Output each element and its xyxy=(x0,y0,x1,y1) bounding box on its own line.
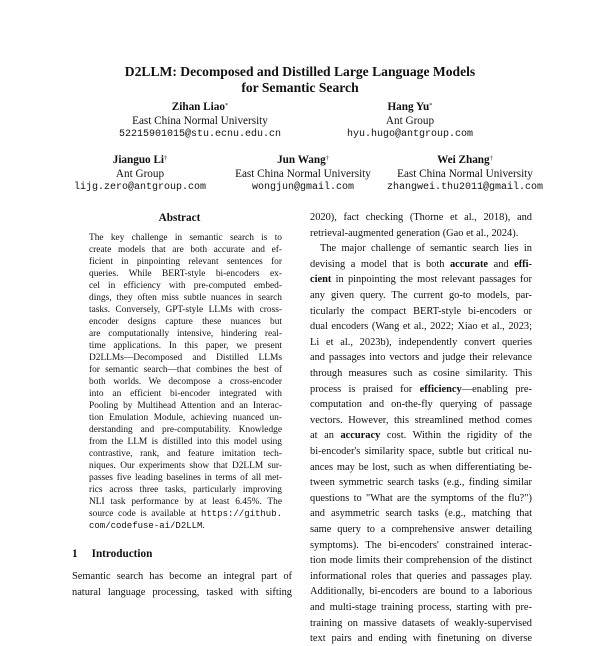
right-column-line: informational roles that queries and passages play. xyxy=(310,570,532,582)
abstract-line: time applications. In this paper, we present xyxy=(89,341,282,351)
right-column-line xyxy=(310,273,532,287)
abstract-line: niques. Our experiments show that D2LLM sur- xyxy=(89,461,282,471)
abstract-line: passes five leading baselines in terms of all met- xyxy=(89,473,282,483)
abstract-line: ficient in pinpointing relevant sentences for xyxy=(89,257,282,267)
author-block xyxy=(218,153,388,195)
line-text: process is praised for xyxy=(310,383,420,395)
right-column-line: and passages into vectors and judge their relevance xyxy=(310,352,532,364)
author-name: Zihan Liao xyxy=(171,101,225,113)
line-text: cost. Within the rigidity of the xyxy=(380,430,532,442)
right-column-line: text pairs and ending with finetuning on diverse xyxy=(310,633,532,645)
abstract-line: from the LLM is distilled into this model using xyxy=(89,437,282,447)
right-column-line: tion mode limits their comprehension of the distinct xyxy=(310,555,532,567)
abstract-line xyxy=(89,508,282,520)
author-affiliation: Ant Group xyxy=(385,115,435,127)
author-mark: * xyxy=(224,102,229,109)
right-column-line: and multi-stage training process, starting with pre- xyxy=(310,602,532,613)
right-column-line: vectors. However, this streamlined method comes xyxy=(310,414,532,426)
author-email: wongjun@gmail.com xyxy=(251,182,355,193)
right-column-line: any given query. The current go-to models, par- xyxy=(310,290,532,301)
author-block xyxy=(370,153,560,195)
abstract-line: The key challenge in semantic search is to xyxy=(89,233,282,243)
author-name: Hang Yu xyxy=(387,101,430,113)
section-heading-introduction xyxy=(72,548,152,560)
abstract-line: into an efficient bi-encoder integrated with xyxy=(89,389,282,399)
author-email: lijg.zero@antgroup.com xyxy=(73,182,207,193)
author-affiliation: East China Normal University xyxy=(235,168,371,180)
abstract-line: derstanding and pre-computability. Knowledge xyxy=(89,425,282,435)
abstract-line: NLI task performance by at least 6.45%. The xyxy=(89,497,282,507)
abstract-line: for semantic search—that combines the best of xyxy=(89,365,282,375)
right-column-line: symptoms). The bi-encoders' constrained interac- xyxy=(310,539,532,551)
abstract-line: rics across three tasks, particularly improving xyxy=(89,485,282,495)
line-text: at an xyxy=(310,430,341,442)
right-column-line: Li et al., 2023b), independently convert queries xyxy=(310,336,532,348)
right-column-line: The major challenge of semantic search lies in xyxy=(320,243,532,255)
author-block xyxy=(100,100,300,142)
right-column-line: computation and on-the-fly querying of passage xyxy=(310,399,532,411)
right-column-line: same query to a comprehensive answer detailing xyxy=(310,524,532,535)
emphasized-term: accuracy xyxy=(340,430,381,442)
abstract-line: encoder designs capture these nuances but xyxy=(89,317,282,327)
source-code-link[interactable]: com/codefuse-ai/D2LLM xyxy=(89,521,203,531)
right-column-line: ances may be lost, such as when differentiating be- xyxy=(310,461,532,473)
author-name: Jun Wang xyxy=(277,154,326,166)
paper-title-line-2: for Semantic Search xyxy=(241,80,359,95)
abstract-text: . xyxy=(202,521,205,531)
paper-title-line-1: D2LLM: Decomposed and Distilled Large Language Models xyxy=(124,64,476,79)
introduction-line: Semantic search has become an integral part of xyxy=(72,571,292,582)
right-column-line: retrieval-augmented generation (Gao et al., 2024). xyxy=(310,227,519,239)
author-block xyxy=(60,153,220,195)
author-email: zhangwei.thu2011@gmail.com xyxy=(386,182,544,193)
line-text: —enabling pre- xyxy=(461,383,532,395)
abstract-line: tasks. Conversely, GPT-style LLMs with cross- xyxy=(89,305,282,315)
emphasized-term: efficiency xyxy=(419,383,462,395)
author-block xyxy=(310,100,510,142)
source-code-link[interactable]: https://github. xyxy=(200,509,282,519)
abstract-line xyxy=(89,520,282,532)
author-name: Jianguo Li xyxy=(112,154,165,166)
author-mark: † xyxy=(489,155,493,162)
right-column-line: training on massive datasets of weakly-supervised xyxy=(310,617,532,629)
emphasized-term: accurate xyxy=(449,258,489,270)
author-name: Wei Zhang xyxy=(437,154,490,166)
abstract-line: D2LLMs—Decomposed and Distilled LLMs xyxy=(89,353,282,363)
abstract-line: contrastive, rank, and feature imitation tech- xyxy=(89,449,282,459)
line-text: and xyxy=(488,258,515,270)
section-title: Introduction xyxy=(91,548,153,560)
right-column-line xyxy=(310,258,532,272)
author-email: 52215901015@stu.ecnu.edu.cn xyxy=(118,129,282,140)
line-text: in pinpointing the most relevant passages for xyxy=(331,274,532,286)
abstract-line: are computationally intensive, hindering real- xyxy=(89,329,282,339)
abstract-heading: Abstract xyxy=(158,212,201,224)
abstract-line: create models that are both accurate and ef- xyxy=(89,245,282,255)
abstract-line: cel in efficiency with pre-computed embed- xyxy=(89,281,282,291)
author-affiliation: Ant Group xyxy=(115,168,165,180)
right-column-line: and asymmetric search tasks (e.g., matching that xyxy=(310,508,532,520)
author-mark: † xyxy=(164,155,168,162)
right-column-line: through measures such as cosine similarity. This xyxy=(310,368,532,379)
right-column-line: 2020), fact checking (Thorne et al., 2018), and xyxy=(310,212,532,223)
right-column-line: dual encoders (Wang et al., 2022; Xiao et al., 2023; xyxy=(310,321,532,333)
abstract-line: tion Emulation Module, achieving nuanced un- xyxy=(89,413,282,423)
author-affiliation: East China Normal University xyxy=(132,115,268,127)
right-column-line xyxy=(310,429,532,443)
emphasized-term: effi- xyxy=(514,258,532,270)
abstract-text: source code is available at xyxy=(89,509,201,519)
abstract-line: both worlds. We decompose a cross-encoder xyxy=(89,377,282,387)
abstract-line: dings, they often miss subtle nuances in search xyxy=(89,293,282,303)
right-column-line: Additionally, bi-encoders are bound to a laborious xyxy=(310,586,532,598)
abstract-line: queries. While BERT-style bi-encoders ex- xyxy=(89,269,282,279)
line-text: devising a model that is both xyxy=(310,258,450,270)
author-affiliation: East China Normal University xyxy=(397,168,533,180)
right-column-line: tween symmetric search tasks (e.g., finding similar xyxy=(310,477,532,489)
right-column-line: bi-encoder's similarity space, subtle but critical nu- xyxy=(310,446,532,457)
right-column-line: questions to "What are the symptoms of the flu?") xyxy=(310,492,532,504)
author-mark: † xyxy=(325,155,329,162)
right-column-line xyxy=(310,383,532,397)
introduction-line: natural language processing, tasked with sifting xyxy=(72,587,292,598)
author-email: hyu.hugo@antgroup.com xyxy=(346,129,474,140)
emphasized-term: cient xyxy=(310,274,332,286)
right-column-line: ticularly the compact BERT-style bi-encoders or xyxy=(310,305,532,317)
author-mark: * xyxy=(429,102,433,109)
abstract-line: Pooling by Multihead Attention and an Interac- xyxy=(89,401,282,411)
section-number: 1 xyxy=(72,548,78,560)
